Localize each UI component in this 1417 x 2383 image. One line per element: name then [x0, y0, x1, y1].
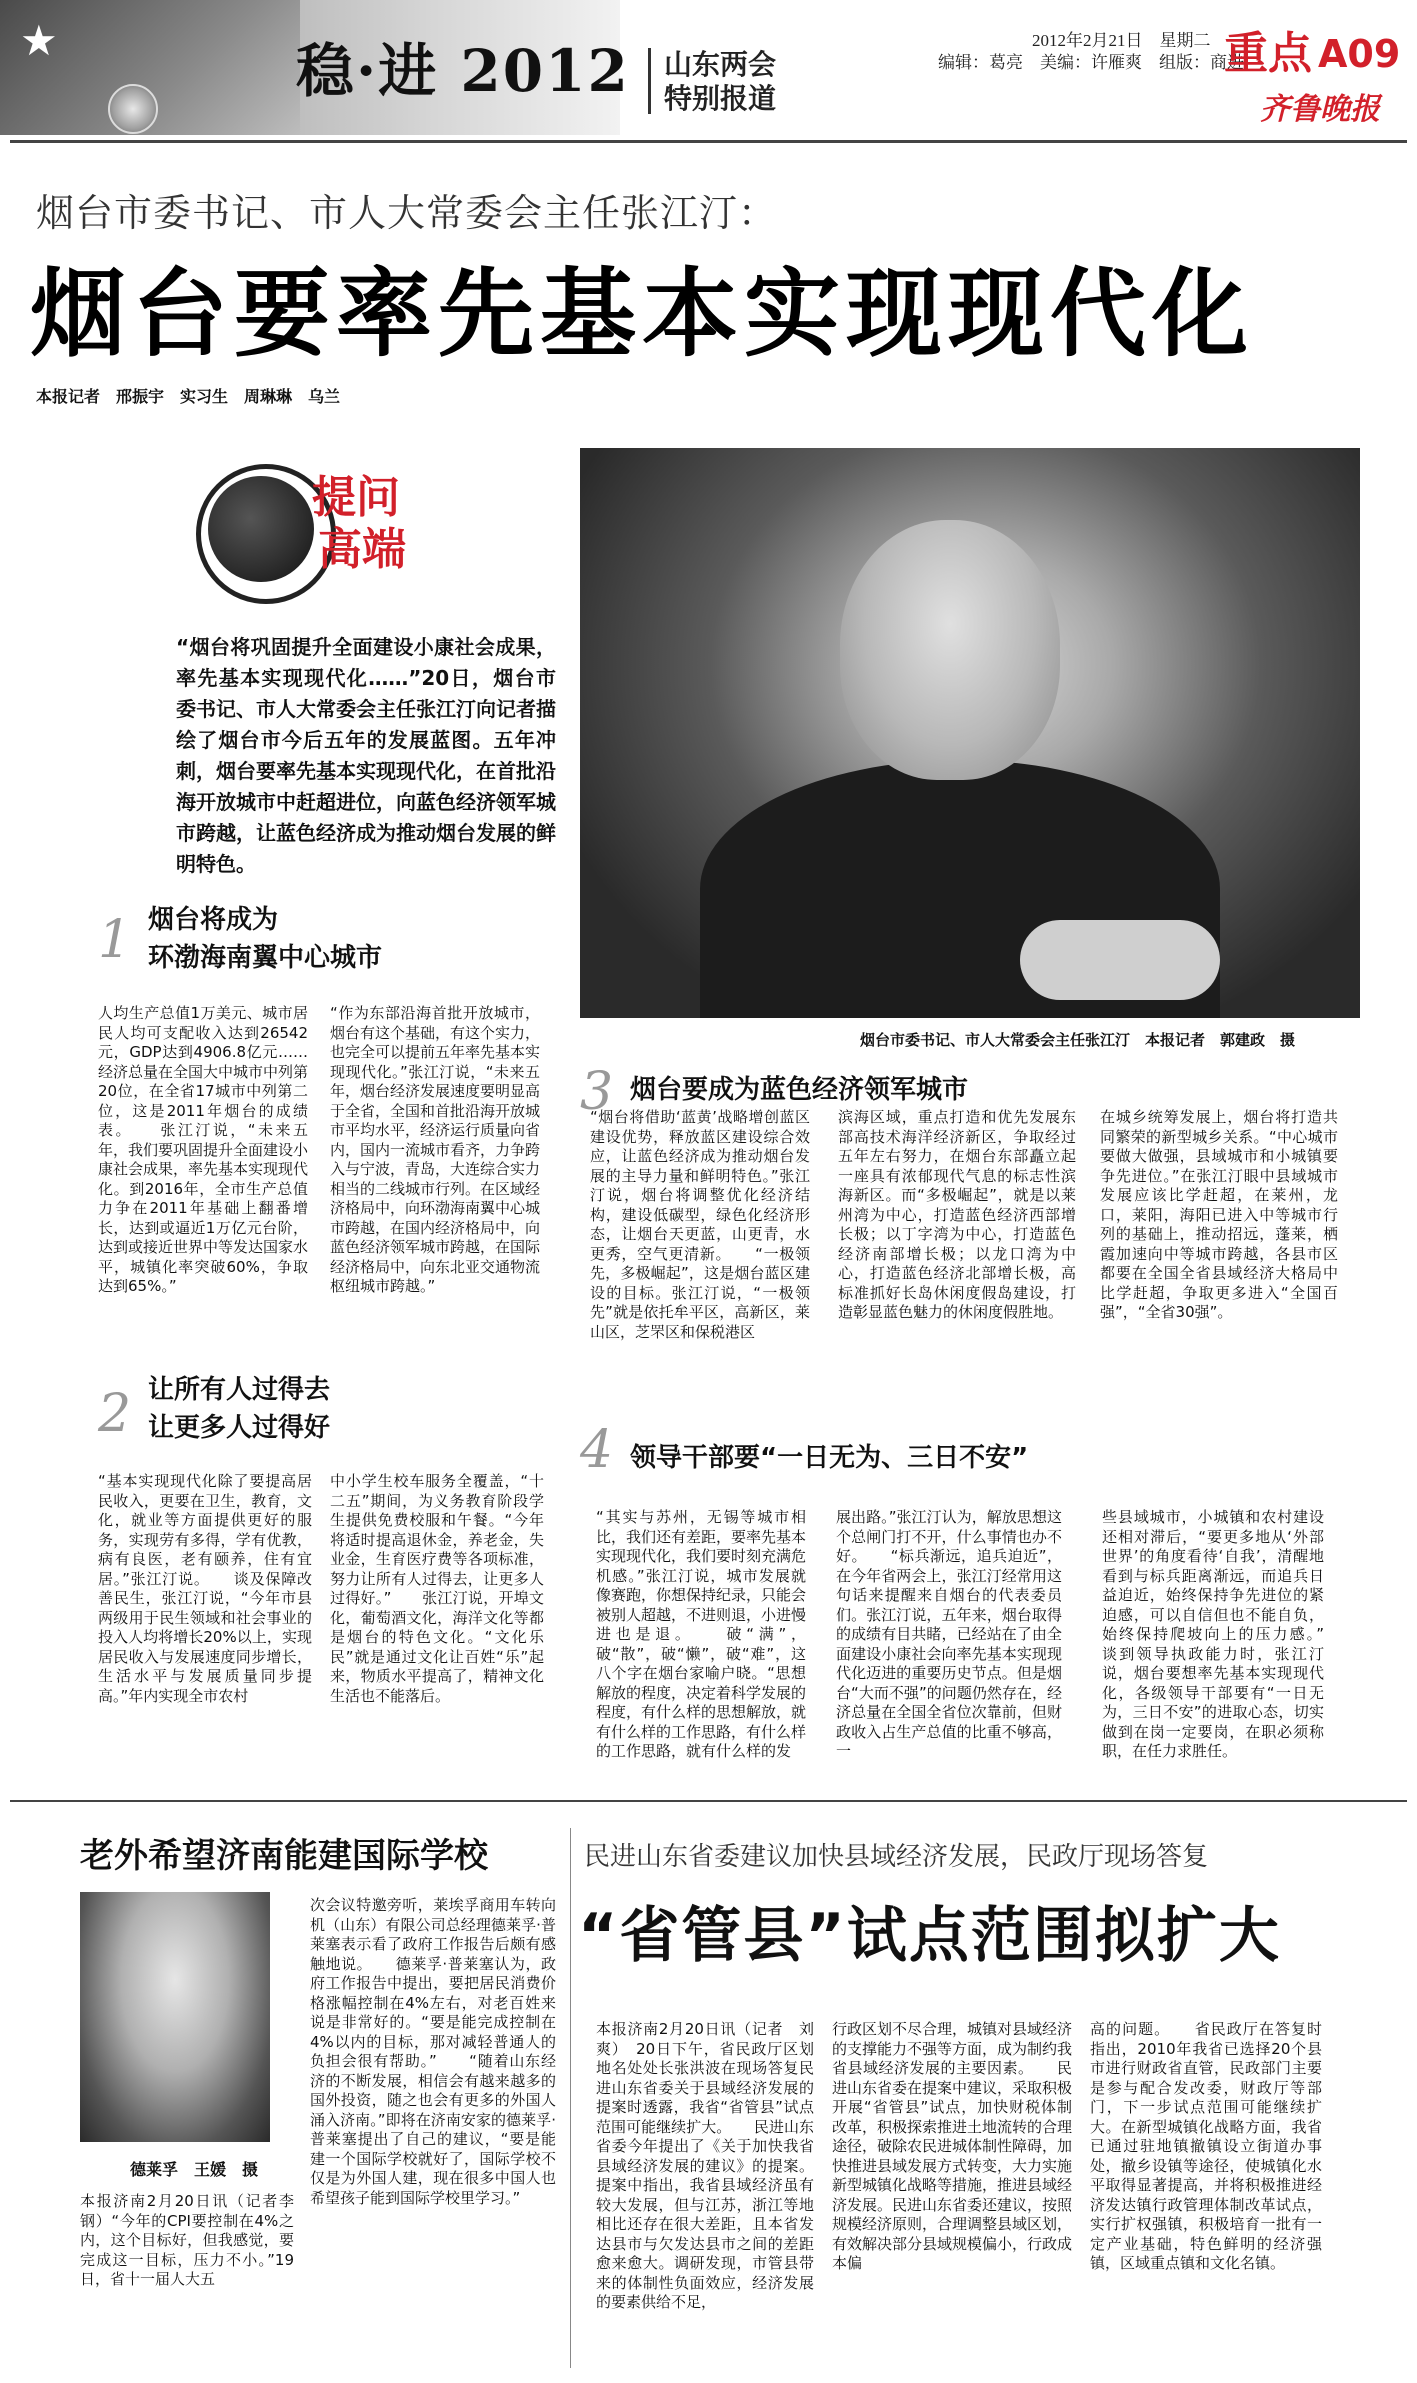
- page-header: [0, 0, 1417, 140]
- badge-label-line2: 高端: [318, 524, 406, 575]
- editor-credits: 编辑：葛亮 美编：许雁爽 组版：商进: [938, 53, 1244, 72]
- column-divider: [570, 1828, 571, 2368]
- section-title: 领导干部要“一日无为、三日不安”: [630, 1443, 1029, 1473]
- photo-caption: 烟台市委书记、市人大常委会主任张江汀 本报记者 郭建政 摄: [860, 1031, 1296, 1049]
- section-label: 重点: [1224, 28, 1312, 79]
- section-title: 烟台要成为蓝色经济领军城市: [630, 1075, 969, 1105]
- photo-caption: 德莱孚 王媛 摄: [130, 2160, 259, 2179]
- article-column: 高的问题。 省民政厅在答复时指出，2010年我省已选择20个县市进行财政省直管，民政部门主要是参与配合发改委，财政厅等部门，下一步试点范围可能继续扩大。在新型城镇化战略方面，我省已通过驻地镇撤镇设立街道办事处，撤乡设镇等途径，使城镇化水平取得显著提高，并将积极推进经济发达镇行政管理体制改革试点，实行扩权强镇，积极培育一批有一定产业基础，特色鲜明的经济强镇，区域重点镇和文化名镇。: [1090, 2020, 1322, 2272]
- issue-date: 2012年2月21日 星期二: [1032, 31, 1211, 50]
- article-column: 本报济南2月20日讯（记者 刘爽） 20日下午，省民政厅区划地名处处长张洪波在现场答复民进山东省委关于县域经济发展的提案时透露，我省“省管县”试点范围可能继续扩大。 民进山东省委今年提出了《关于加快我省县域经济发展的建议》的提案。提案中指出，我省县域经济虽有较大发展，但与江苏，浙江等地相比还存在很大差距，且本省发达县市与欠发达县市之间的差距愈来愈大。调研发现，市管县带来的体制性负面效应，经济发展的要素供给不足，: [596, 2020, 814, 2311]
- article-byline: 本报记者 邢振宇 实习生 周琳琳 乌兰: [36, 387, 341, 406]
- article-column: 在城乡统筹发展上，烟台将打造共同繁荣的新型城乡关系。“中心城市要做大做强，县域城市和小城镇要争先进位。”在张江汀眼中县域城市发展应该比学赶超，在莱州，龙口，莱阳，海阳已进入中等城市行列的基础上，推动招远，蓬莱，栖霞加速向中等城市跨越，各县市区都要在全国全省县域经济大格局中比学赶超，争取更多进入“全国百强”，“全省30强”。: [1100, 1108, 1338, 1321]
- article-column: “作为东部沿海首批开放城市，烟台有这个基础，有这个实力，也完全可以提前五年率先基本实现现代化。”张江汀说，“未来五年，烟台经济发展速度要明显高于全省，全国和首批沿海开放城市平均水平，经济运行质量向省内，国内一流城市看齐，力争跨入与宁波，青岛，大连综合实力相当的二线城市行列。在区域经济格局中，向环渤海南翼中心城市跨越，在国内经济格局中，向蓝色经济领军城市跨越，在国际经济格局中，向东北亚交通物流枢纽城市跨越。”: [330, 1004, 541, 1295]
- national-emblem-icon: [108, 84, 158, 134]
- banner-subtitle-line2: 特别报道: [664, 82, 777, 115]
- section-number: 3: [580, 1062, 614, 1122]
- newspaper-logo: 齐鲁晚报: [1260, 92, 1380, 127]
- article-column: 本报济南2月20日讯（记者李钢）“今年的CPI要控制在4%之内，这个目标好，但我感觉，要完成这一目标，压力不小。”19日，省十一届人大五: [80, 2192, 294, 2288]
- article-column: 展出路。”张江汀认为，解放思想这个总闸门打不开，什么事情也办不好。 “标兵渐远，追兵迫近”，在今年省两会上，张江汀经常用这句话来提醒来自烟台的代表委员们。张江汀说，五年来，烟台取得的成绩有目共睹，已经站在了由全面建设小康社会向率先基本实现现代化迈进的重要历史节点。但是烟台“大而不强”的问题仍然存在，经济总量在全国全省位次靠前，但财政收入占生产总值的比重不够高，一: [836, 1508, 1062, 1760]
- photo-figure-head: [840, 520, 1060, 780]
- section-number: 1: [98, 910, 132, 970]
- section-rule: [10, 1800, 1407, 1802]
- article-headline: 老外希望济南能建国际学校: [80, 1836, 488, 1876]
- microphone-icon: [208, 476, 314, 582]
- banner-title: 稳·进 2012: [296, 37, 630, 105]
- article-column: 些县域城市，小城镇和农村建设还相对滞后，“要更多地从‘外部世界’的角度看待‘自我’，清醒地看到与标兵距离渐远，而追兵日益迫近，始终保持争先进位的紧迫感，可以自信但也不能自负，始终保持爬坡向上的压力感。” 谈到领导执政能力时，张江汀说，烟台要想率先基本实现现代化，各级领导干部要有“一日无为，三日不安”的进取心态，切实做到在岗一定要岗，在职必须称职，在任力求胜任。: [1102, 1508, 1355, 1760]
- article-column: “基本实现现代化除了要提高居民收入，更要在卫生，教育，文化，就业等方面提供更好的服务，实现劳有多得，学有优教，病有良医，老有颐养，住有宜居。”张江汀说。 谈及保障改善民生，张江汀说，“今年市县两级用于民生领域和社会事业的投入人均将增长20%以上，实现居民收入与发展速度同步增长，生活水平与发展质量同步提高。”年内实现全市农村: [98, 1472, 312, 1705]
- article-column: “其实与苏州，无锡等城市相比，我们还有差距，要率先基本实现现代化，我们要时刻充满危机感。”张江汀说，城市发展就像赛跑，你想保持纪录，只能会被别人超越，不进则退，小进慢进也是退。 破“满”，破“散”，破“懒”，破“难”，这八个字在烟台家喻户晓。“思想解放的程度，决定着科学发展的程度，有什么样的思想解放，就有什么样的工作思路，有什么样的工作思路，就有什么样的发: [596, 1508, 807, 1760]
- section-number: 4: [580, 1420, 614, 1480]
- photo-figure-hand: [1020, 920, 1220, 1000]
- article-column: 滨海区域，重点打造和优先发展东部高技术海洋经济新区，争取经过五年左右努力，在烟台东部矗立起一座具有浓郁现代气息的标志性滨海新区。而“多极崛起”，就是以莱州湾为中心，打造蓝色经济西部增长极；以丁字湾为中心，打造蓝色经济南部增长极；以龙口湾为中心，打造蓝色经济北部增长极，高标准抓好长岛休闲度假岛建设，打造彰显蓝色魅力的休闲度假胜地。: [838, 1108, 1076, 1321]
- section-title: 烟台将成为: [148, 905, 279, 935]
- article-column: 次会议特邀旁听，莱埃孚商用车转向机（山东）有限公司总经理德莱孚·普莱塞表示看了政府工作报告后颇有感触地说。 德莱孚·普莱塞认为，政府工作报告中提出，要把居民消费价格涨幅控制在4%左右，对老百姓来说是非常好的。“要是能完成控制在4%以内的目标，那对减轻普通人的负担会很有帮助。” “随着山东经济的不断发展，相信会有越来越多的国外投资，随之也会有更多的外国人涌入济南。”即将在济南安家的德莱孚·普莱塞提出了自己的建议，“要是能建一个国际学校就好了，国际学校不仅是为外国人建，现在很多中国人也希望孩子能到国际学校里学习。”: [310, 1896, 556, 2207]
- star-icon: ★: [20, 16, 58, 65]
- article-headline: 烟台要率先基本实现现代化: [30, 258, 1254, 370]
- article-column: 人均生产总值1万美元、城市居民人均可支配收入达到26542元，GDP达到4906.8亿元……经济总量在全国大中城市中列第20位，在全省17城市中列第二位，这是2011年烟台的成绩表。 张江汀说，“未来五年，我们要巩固提升全面建设小康社会成果，率先基本实现现代化。到2016年，全市生产总值力争在2011年基础上翻番增长，达到或逼近1万亿元台阶，达到或接近世界中等发达国家水平，城镇化率突破60%，争取达到65%。”: [98, 1004, 309, 1295]
- page-number: A09: [1318, 32, 1401, 76]
- article-intro: “烟台将巩固提升全面建设小康社会成果，率先基本实现现代化……”20日，烟台市委书记、市人大常委会主任张江汀向记者描绘了烟台市今后五年的发展蓝图。五年冲刺，烟台要率先基本实现现代化，在首批沿海开放城市中赶超进位，向蓝色经济领军城市跨越，让蓝色经济成为推动烟台发展的鲜明特色。: [176, 635, 556, 876]
- header-rule: [10, 140, 1407, 143]
- section-title: 环渤海南翼中心城市: [148, 943, 383, 973]
- section-title: 让更多人过得好: [148, 1413, 331, 1443]
- banner-subtitle-line1: 山东两会: [664, 48, 777, 81]
- article-column: “烟台将借助‘蓝黄’战略增创蓝区建设优势，释放蓝区建设综合效应，让蓝色经济成为推动烟台发展的主导力量和鲜明特色。”张江汀说，烟台将调整优化经济结构，建设低碳型，绿色化经济形态，让烟台天更蓝，山更青，水更秀，空气更清新。 “一极领先，多极崛起”，这是烟台蓝区建设的目标。张江汀说，“一极领先”就是依托牟平区，高新区，莱山区，芝罘区和保税港区: [590, 1108, 810, 1341]
- article-column: 中小学生校车服务全覆盖，“十二五”期间，为义务教育阶段学生提供免费校服和午餐。“今年将适时提高退休金，养老金，失业金，生育医疗费等各项标准，努力让所有人过得去，让更多人过得好。” 张江汀说，开埠文化，葡萄酒文化，海洋文化等都是烟台的特色文化。“文化乐民”就是通过文化让百姓“乐”起来，物质水平提高了，精神文化生活也不能落后。: [330, 1472, 544, 1705]
- badge-label-line1: 提问: [312, 472, 400, 523]
- article-column: 行政区划不尽合理，城镇对县域经济的支撑能力不强等方面，成为制约我省县域经济发展的主要因素。 民进山东省委在提案中建议，采取积极开展“省管县”试点，加快财税体制改革，积极探索推进土地流转的合理途径，破除农民进城体制性障碍，加快推进县域发展方式转变，大力实施新型城镇化战略等措施，推进县域经济发展。民进山东省委还建议，按照规模经济原则，合理调整县域区划，有效解决部分县域规模偏小，行政成本偏: [832, 2020, 1073, 2272]
- article-pretitle: 烟台市委书记、市人大常委会主任张江汀：: [36, 191, 778, 235]
- divider: [648, 48, 651, 114]
- article-headline: “省管县”试点范围拟扩大: [578, 1901, 1281, 1971]
- portrait-photo: [80, 1892, 270, 2142]
- section-title: 让所有人过得去: [148, 1375, 331, 1405]
- section-number: 2: [98, 1384, 132, 1444]
- article-pretitle: 民进山东省委建议加快县域经济发展，民政厅现场答复: [584, 1842, 1209, 1872]
